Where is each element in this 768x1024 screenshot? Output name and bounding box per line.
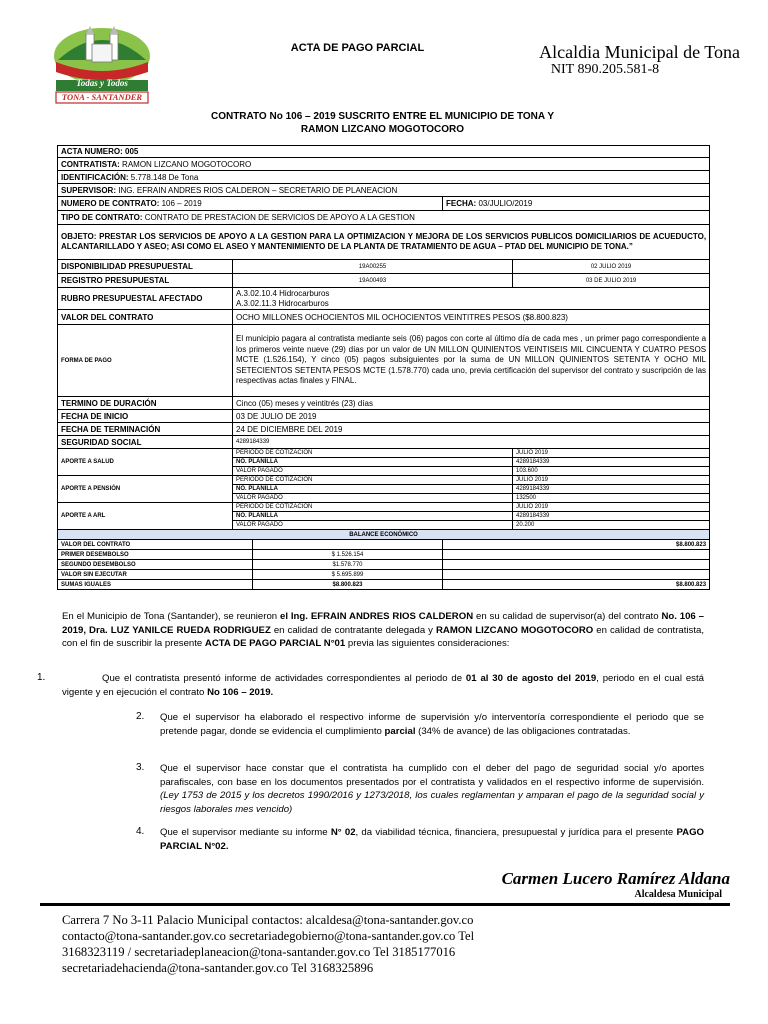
inicio-value: 03 DE JULIO DE 2019 [233,410,710,423]
footer-line-4: secretariadehacienda@tona-santander.gov.co Tel 3168325896 [62,961,374,975]
contract-title [160,110,605,136]
signature-name: Carmen Lucero Ramírez Aldana [501,869,730,888]
logo-motto: Todas y Todos [76,78,128,88]
logo-place: TONA - SANTANDER [61,92,143,102]
contract-title-line1: CONTRATO No 106 – 2019 SUSCRITO ENTRE EL MUNICIPIO DE TONA Y [210,111,555,122]
salud-periodo: JULIO 2019 [513,449,710,458]
salud-planilla: 4289184339 [513,458,710,467]
balance-sumas-right: $8.800.823 [443,580,710,590]
terminacion-label: FECHA DE TERMINACIÓN [58,423,233,436]
disponibilidad-num: 19A00255 [233,260,513,274]
item-number-1: 1. [37,672,46,683]
disponibilidad-label: DISPONIBILIDAD PRESUPUESTAL [58,260,233,274]
municipal-logo [48,20,156,106]
gobierno-email-link[interactable]: secretariadegobierno@tona-santander.gov.co [225,929,456,943]
pension-periodo: JULIO 2019 [513,476,710,485]
arl-planilla-label: NO. PLANILLA [233,512,513,521]
identificacion-row: IDENTIFICACIÓN: 5.778.148 De Tona [58,171,710,184]
inicio-label: FECHA DE INICIO [58,410,233,423]
seguridad-value: 4289184339 [233,436,710,449]
pension-valor-label: VALOR PAGADO [233,494,513,503]
arl-periodo: JULIO 2019 [513,503,710,512]
item-number-3: 3. [136,762,145,773]
item-number-4: 4. [136,826,145,837]
terminacion-value: 24 DE DICIEMBRE DEL 2019 [233,423,710,436]
pension-planilla-label: NO. PLANILLA [233,485,513,494]
rubro-values: A.3.02.10.4 Hidrocarburos A.3.02.11.3 Hidrocarburos [233,288,710,310]
contacto-email-link[interactable]: contacto@tona-santander.gov.co [62,929,226,943]
footer-divider [40,903,730,906]
valor-value: OCHO MILLONES OCHOCIENTOS MIL OCHOCIENTOS VEINTITRES PESOS ($8.800.823) [233,310,710,325]
planeacion-email-link[interactable]: secretariadeplaneacion@tona-santander.gov.co [134,945,371,959]
valor-label: VALOR DEL CONTRATO [58,310,233,325]
tipo-contrato: TIPO DE CONTRATO: CONTRATO DE PRESTACION DE SERVICIOS DE APOYO A LA GESTION [58,211,710,225]
balance-valor-value: $8.800.823 [443,540,710,550]
arl-valor-label: VALOR PAGADO [233,521,513,530]
alcaldia-name: Alcaldia Municipal de Tona [539,42,740,62]
balance-segundo-label: SEGUNDO DESEMBOLSO [58,560,253,570]
forma-pago-value: El municipio pagara al contratista mediante seis (06) pagos con corte al último día de cada mes , un primer pago correspondiente a los primeros veinte nueve (29) días por un valor de UN MILLON QUINIENTOS VEINTISEIS MIL CINCUENTA Y CUATRO PESOS MCTE (1.526.154), Y cinco (05) pagos subsiguientes por la suma de UN MILLON QUINIENTOS SETENTA Y OCHO MIL SETECIENTOS SETENTA PESOS MCTE (1.578.770) cada uno, previa certificación del supervisor del contrato y suscripción de las respectivas actas finales y FINAL. [233,325,710,397]
salud-valor-label: VALOR PAGADO [233,467,513,476]
pension-label: APORTE A PENSIÓN [58,476,233,503]
footer-contacts [62,912,712,976]
termino-value: Cinco (05) meses y veintitrés (23) días [233,397,710,410]
arl-label: APORTE A ARL [58,503,233,530]
item-paragraph-2: Que el supervisor ha elaborado el respectivo informe de supervisión y/o interventoría correspondiente el periodo que se pretende pagar, donde se evidencia el cumplimiento parcial (34% de avance) de las obligaciones contratadas. [160,712,704,737]
balance-segundo-value: $1.578.770 [253,560,443,570]
contratista-row: CONTRATISTA: RAMON LIZCANO MOGOTOCORO [58,158,710,171]
pension-valor: 132500 [513,494,710,503]
contract-title-line2: RAMON LIZCANO MOGOTOCORO [300,124,465,135]
hacienda-email-link[interactable]: secretariadehacienda@tona-santander.gov.co [62,961,289,975]
supervisor-row: SUPERVISOR: ING. EFRAIN ANDRES RIOS CALDERON – SECRETARIO DE PLANEACION [58,184,710,197]
salud-planilla-label: NO. PLANILLA [233,458,513,467]
registro-num: 19A00493 [233,274,513,288]
disponibilidad-fecha: 02 JULIO 2019 [513,260,710,274]
arl-periodo-label: PERIODO DE COTIZACIÓN [233,503,513,512]
balance-valor-label: VALOR DEL CONTRATO [58,540,253,550]
alcaldia-nit: NIT 890.205.581-8 [550,62,660,77]
intro-paragraph: En el Municipio de Tona (Santander), se reunieron el Ing. EFRAIN ANDRES RIOS CALDERON en su calidad de supervisor(a) del contrato No. 106 – 2019, Dra. LUZ YANILCE RUEDA RODRIGUEZ en calidad de contratante delegada y RAMON LIZCANO MOGOTOCORO en calidad de contratista, con el fin de suscribir la presente ACTA DE PAGO PARCIAL N°01 previa las siguientes consideraciones: [62,611,704,649]
rubro-label: RUBRO PRESUPUESTAL AFECTADO [58,288,233,310]
seguridad-label: SEGURIDAD SOCIAL [58,436,233,449]
balance-primer-label: PRIMER DESEMBOLSO [58,550,253,560]
pension-planilla: 4289184339 [513,485,710,494]
arl-valor: 20.200 [513,521,710,530]
objeto: OBJETO: PRESTAR LOS SERVICIOS DE APOYO A LA GESTION PARA LA OPTIMIZACION Y MEJORA DE LOS SERVICIOS PUBLICOS DOMICILIARIOS DE ACUEDUCTO, ALCANTARILLADO Y ASEO; ASI COMO EL ASEO Y MANTENIMIENTO DE LA PLANTA DE TRATAMIENTO DE AGUA – PTAD DEL MUNICIPIO DE TONA.” [58,225,710,260]
balance-primer-value: $ 1.526.154 [253,550,443,560]
pension-periodo-label: PERIODO DE COTIZACIÓN [233,476,513,485]
balance-header: BALANCE ECONÓMICO [58,530,710,540]
alcaldesa-email-link[interactable]: alcaldesa@tona-santander.gov.co [306,913,474,927]
balance-sin-ejecutar-value: $ 5.695.899 [253,570,443,580]
salud-periodo-label: PERIODO DE COTIZACIÓN [233,449,513,458]
acta-numero: ACTA NUMERO: 005 [58,146,710,158]
item-paragraph-1: Que el contratista presentó informe de actividades correspondientes al periodo de 01 al 30 de agosto del 2019, periodo en el cual está vigente y en ejecución el contrato No 106 – 2019. [62,673,704,698]
signature-role: Alcaldesa Municipal [634,889,722,900]
footer-line-1: Carrera 7 No 3-11 Palacio Municipal contactos: alcaldesa@tona-santander.gov.co [62,913,474,927]
registro-fecha: 03 DE JULIO 2019 [513,274,710,288]
numero-contrato: NUMERO DE CONTRATO: 106 – 2019 [58,197,443,211]
fecha-contrato: FECHA: 03/JULIO/2019 [443,197,710,211]
arl-planilla: 4289184339 [513,512,710,521]
footer-line-2: contacto@tona-santander.gov.co secretariadegobierno@tona-santander.gov.co Tel [62,929,475,943]
registro-label: REGISTRO PRESUPUESTAL [58,274,233,288]
document-title: ACTA DE PAGO PARCIAL [290,42,425,54]
footer-line-3: 3168323119 / secretariadeplaneacion@tona-santander.gov.co Tel 3185177016 [62,945,456,959]
contract-info-table [57,145,710,590]
termino-label: TERMINO DE DURACIÓN [58,397,233,410]
item-paragraph-4: Que el supervisor mediante su informe N° 02, da viabilidad técnica, financiera, presupuestal y jurídica para el presente PAGO PARCIAL N°02. [160,827,704,852]
forma-pago-label: FORMA DE PAGO [58,325,233,397]
balance-sin-ejecutar-label: VALOR SIN EJECUTAR [58,570,253,580]
salud-valor: 103.600 [513,467,710,476]
balance-sumas-label: SUMAS IGUALES [58,580,253,590]
item-paragraph-3: Que el supervisor hace constar que el contratista ha cumplido con el deber del pago de seguridad social y/o aportes parafiscales, con base en los documentos presentados por el contratista y validados en el respectivo informe de supervisión. (Ley 1753 de 2015 y los decretos 1990/2016 y 1273/2018, los cuales reglamentan y amparan el pago de la seguridad social y riesgos laborales mes vencido) [160,763,704,815]
balance-sumas-left: $8.800.823 [253,580,443,590]
item-number-2: 2. [136,711,145,722]
salud-label: APORTE A SALUD [58,449,233,476]
